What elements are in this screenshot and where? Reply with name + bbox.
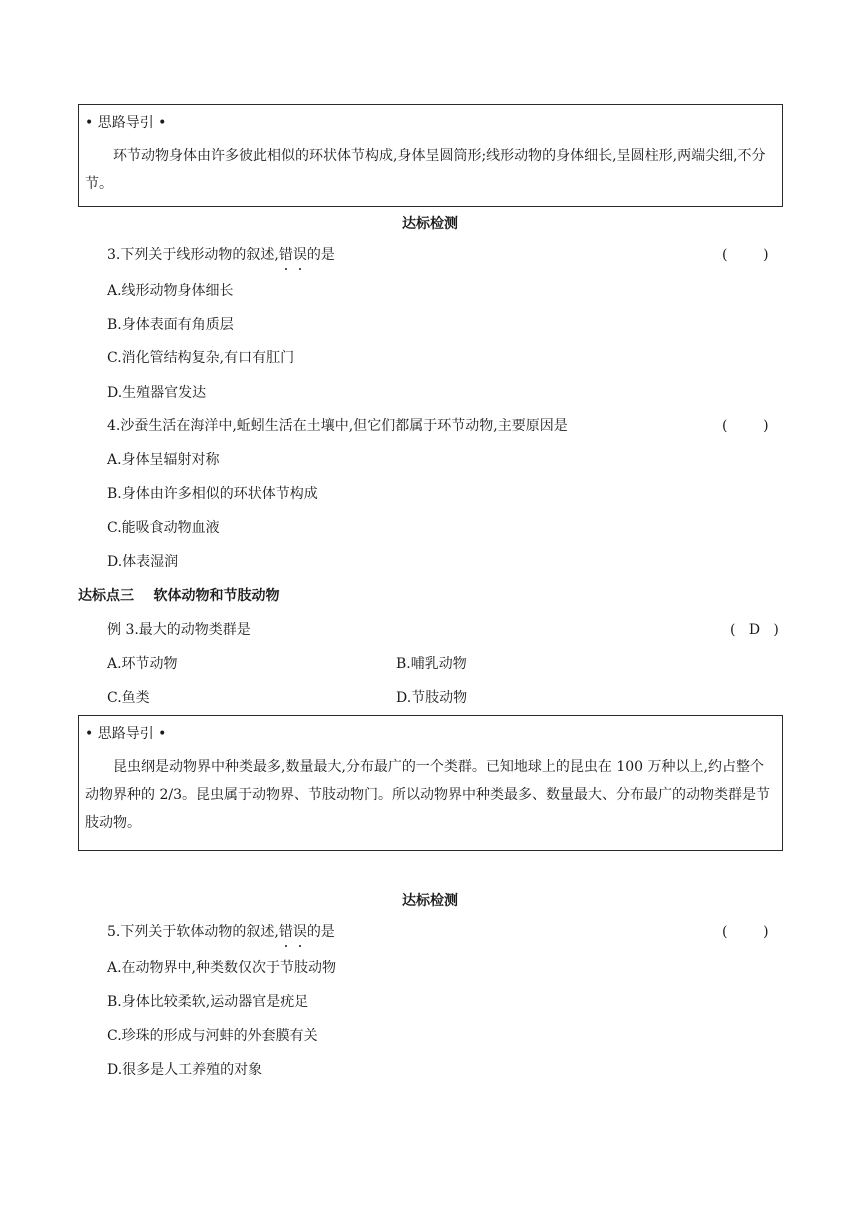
emphasis-dot: [285, 945, 287, 947]
emphasis-char: 误: [293, 922, 307, 942]
answer-paren[interactable]: ( ): [722, 418, 769, 434]
option-c[interactable]: C.珍珠的形成与河蚌的外套膜有关: [107, 1028, 318, 1044]
option-d[interactable]: D.体表湿润: [107, 554, 179, 570]
question-5-stem: [107, 922, 335, 942]
option-d[interactable]: D.很多是人工养殖的对象: [107, 1062, 263, 1078]
option-a[interactable]: A.身体呈辐射对称: [107, 452, 220, 468]
option-c[interactable]: C.能吸食动物血液: [107, 520, 220, 536]
question-3-stem: [107, 245, 335, 265]
option-d[interactable]: D.节肢动物: [396, 690, 468, 706]
option-a[interactable]: A.环节动物: [107, 656, 178, 672]
section-heading: 达标检测: [402, 216, 458, 232]
option-b[interactable]: B.身体比较柔软,运动器官是疣足: [107, 994, 309, 1010]
guide-tag: • 思路导引 •: [85, 115, 167, 131]
example-3-stem: 例 3.最大的动物类群是: [107, 622, 251, 638]
guide-text: 昆虫纲是动物界中种类最多,数量最大,分布最广的一个类群。已知地球上的昆虫在 100 万种以上,约占整个动物界种的 2/3。昆虫属于动物界、节肢动物门。所以动物界中种类最多、数量最大、分布最广的动物类群是节肢动物。: [85, 759, 770, 831]
guide-box-2: [78, 715, 783, 851]
emphasis-dot: [299, 268, 301, 270]
guide-box-1: [78, 104, 783, 207]
option-c[interactable]: C.消化管结构复杂,有口有肛门: [107, 350, 295, 366]
question-5-suffix: 的是: [306, 924, 335, 940]
option-b[interactable]: B.身体表面有角质层: [107, 317, 234, 333]
guide-text: 环节动物身体由许多彼此相似的环状体节构成,身体呈圆筒形;线形动物的身体细长,呈圆柱形,两端尖细,不分节。: [85, 148, 766, 192]
question-3-suffix: 的是: [306, 247, 335, 263]
emphasis-char: 误: [293, 245, 307, 265]
question-3-prefix: 3.下列关于线形动物的叙述,: [107, 247, 279, 263]
option-b[interactable]: B.身体由许多相似的环状体节构成: [107, 486, 318, 502]
answer-paren[interactable]: ( ): [722, 924, 769, 940]
emphasis-char: 错: [279, 922, 293, 942]
answer-paren: ( D ): [730, 622, 779, 638]
emphasis-char: 错: [279, 245, 293, 265]
option-d[interactable]: D.生殖器官发达: [107, 385, 207, 401]
option-b[interactable]: B.哺乳动物: [396, 656, 467, 672]
emphasis-dot: [285, 268, 287, 270]
question-4-stem: 4.沙蚕生活在海洋中,蚯蚓生活在土壤中,但它们都属于环节动物,主要原因是: [107, 418, 568, 434]
option-a[interactable]: A.在动物界中,种类数仅次于节肢动物: [107, 960, 337, 976]
guide-tag: • 思路导引 •: [85, 726, 167, 742]
question-5-prefix: 5.下列关于软体动物的叙述,: [107, 924, 279, 940]
section-point-heading: 达标点三 软体动物和节肢动物: [78, 588, 280, 604]
answer-paren[interactable]: ( ): [722, 247, 769, 263]
emphasis-dot: [299, 945, 301, 947]
option-a[interactable]: A.线形动物身体细长: [107, 283, 234, 299]
section-heading: 达标检测: [402, 893, 458, 909]
option-c[interactable]: C.鱼类: [107, 690, 150, 706]
